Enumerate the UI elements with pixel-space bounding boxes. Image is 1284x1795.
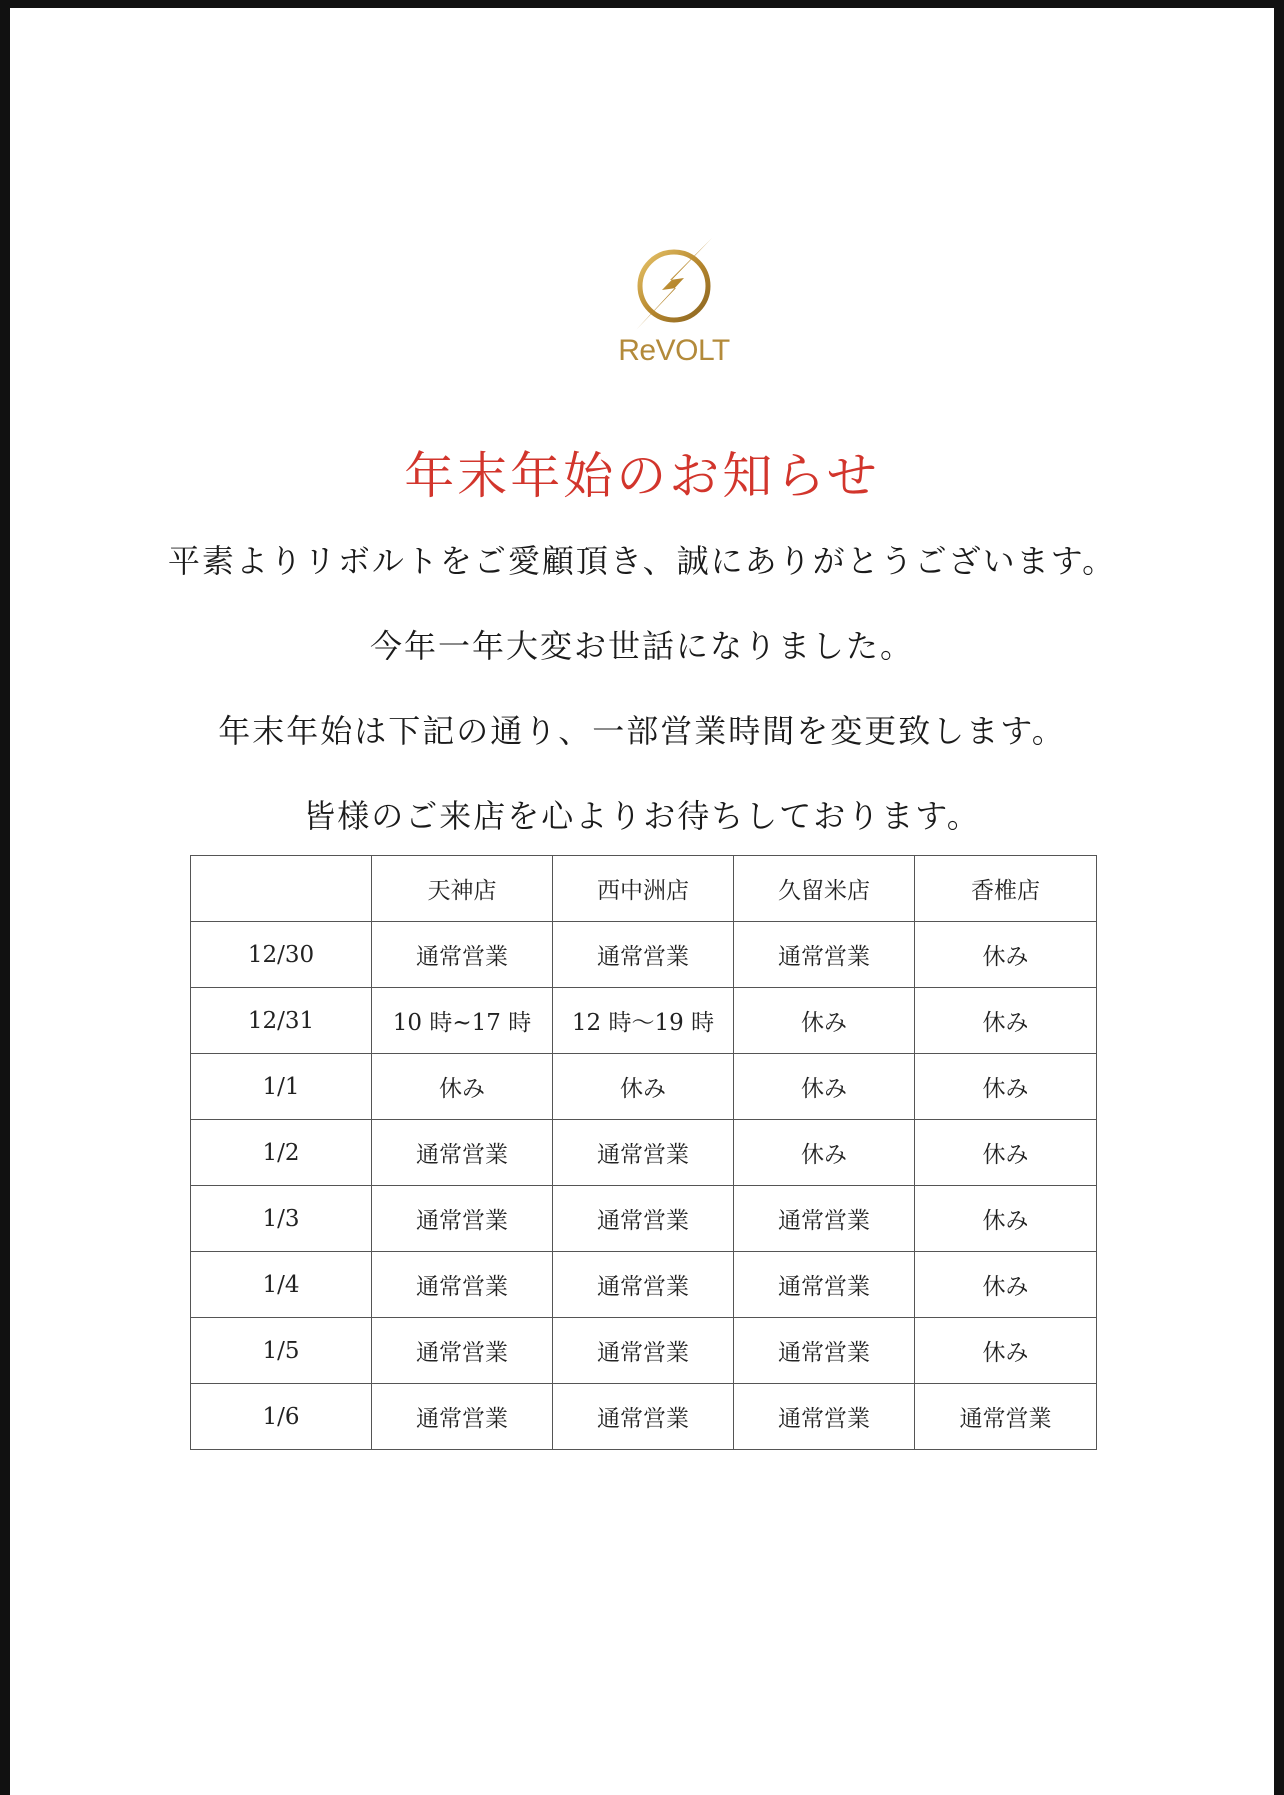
status-cell: 通常営業 xyxy=(372,1120,553,1186)
date-cell: 12/30 xyxy=(191,922,372,988)
status-cell: 通常営業 xyxy=(553,1252,734,1318)
table-row xyxy=(191,1318,1097,1384)
status-cell: 通常営業 xyxy=(553,1384,734,1450)
table-row xyxy=(191,922,1097,988)
lightning-bolt-circle-icon xyxy=(612,234,736,338)
date-cell: 12/31 xyxy=(191,988,372,1054)
status-cell: 通常営業 xyxy=(372,922,553,988)
status-cell: 休み xyxy=(734,1120,915,1186)
table-row xyxy=(191,1186,1097,1252)
status-cell: 通常営業 xyxy=(915,1384,1097,1450)
status-cell: 休み xyxy=(372,1054,553,1120)
status-cell: 通常営業 xyxy=(734,1384,915,1450)
table-row xyxy=(191,1054,1097,1120)
holiday-schedule-table xyxy=(190,855,1097,1450)
status-cell: 休み xyxy=(553,1054,734,1120)
date-cell: 1/2 xyxy=(191,1120,372,1186)
status-cell: 通常営業 xyxy=(553,1120,734,1186)
table-row xyxy=(191,1120,1097,1186)
greeting-line: 平素よりリボルトをご愛顧頂き、誠にありがとうございます。 xyxy=(167,542,1117,580)
date-cell: 1/6 xyxy=(191,1384,372,1450)
status-cell: 休み xyxy=(734,988,915,1054)
notice-title: 年末年始のお知らせ xyxy=(404,447,880,505)
date-cell: 1/4 xyxy=(191,1252,372,1318)
status-cell: 通常営業 xyxy=(553,922,734,988)
table-row xyxy=(191,988,1097,1054)
table-header-row xyxy=(191,856,1097,922)
welcome-line: 皆様のご来店を心よりお待ちしております。 xyxy=(303,797,981,835)
status-cell: 通常営業 xyxy=(553,1318,734,1384)
status-cell: 通常営業 xyxy=(372,1384,553,1450)
header-cell-blank xyxy=(191,856,372,922)
status-cell: 休み xyxy=(915,1186,1097,1252)
date-cell: 1/5 xyxy=(191,1318,372,1384)
status-cell: 12 時〜19 時 xyxy=(553,988,734,1054)
status-cell: 通常営業 xyxy=(372,1252,553,1318)
table-row xyxy=(191,1252,1097,1318)
status-cell: 休み xyxy=(734,1054,915,1120)
status-cell: 通常営業 xyxy=(372,1318,553,1384)
status-cell: 休み xyxy=(915,1252,1097,1318)
date-cell: 1/3 xyxy=(191,1186,372,1252)
status-cell: 通常営業 xyxy=(734,1186,915,1252)
schedule-change-line: 年末年始は下記の通り、一部営業時間を変更致します。 xyxy=(218,712,1066,750)
status-cell: 休み xyxy=(915,988,1097,1054)
status-cell: 休み xyxy=(915,922,1097,988)
header-cell-tenjin: 天神店 xyxy=(372,856,553,922)
header-cell-kashii: 香椎店 xyxy=(915,856,1097,922)
status-cell: 休み xyxy=(915,1120,1097,1186)
brand-logo xyxy=(612,234,736,374)
brand-name: ReVOLT xyxy=(618,334,730,367)
header-cell-kurume: 久留米店 xyxy=(734,856,915,922)
header-cell-nishinakasu: 西中洲店 xyxy=(553,856,734,922)
status-cell: 通常営業 xyxy=(734,1318,915,1384)
thanks-line: 今年一年大変お世話になりました。 xyxy=(369,627,914,665)
status-cell: 通常営業 xyxy=(734,922,915,988)
date-cell: 1/1 xyxy=(191,1054,372,1120)
status-cell: 通常営業 xyxy=(734,1252,915,1318)
table-row xyxy=(191,1384,1097,1450)
status-cell: 休み xyxy=(915,1054,1097,1120)
status-cell: 通常営業 xyxy=(372,1186,553,1252)
status-cell: 10 時~17 時 xyxy=(372,988,553,1054)
status-cell: 休み xyxy=(915,1318,1097,1384)
status-cell: 通常営業 xyxy=(553,1186,734,1252)
